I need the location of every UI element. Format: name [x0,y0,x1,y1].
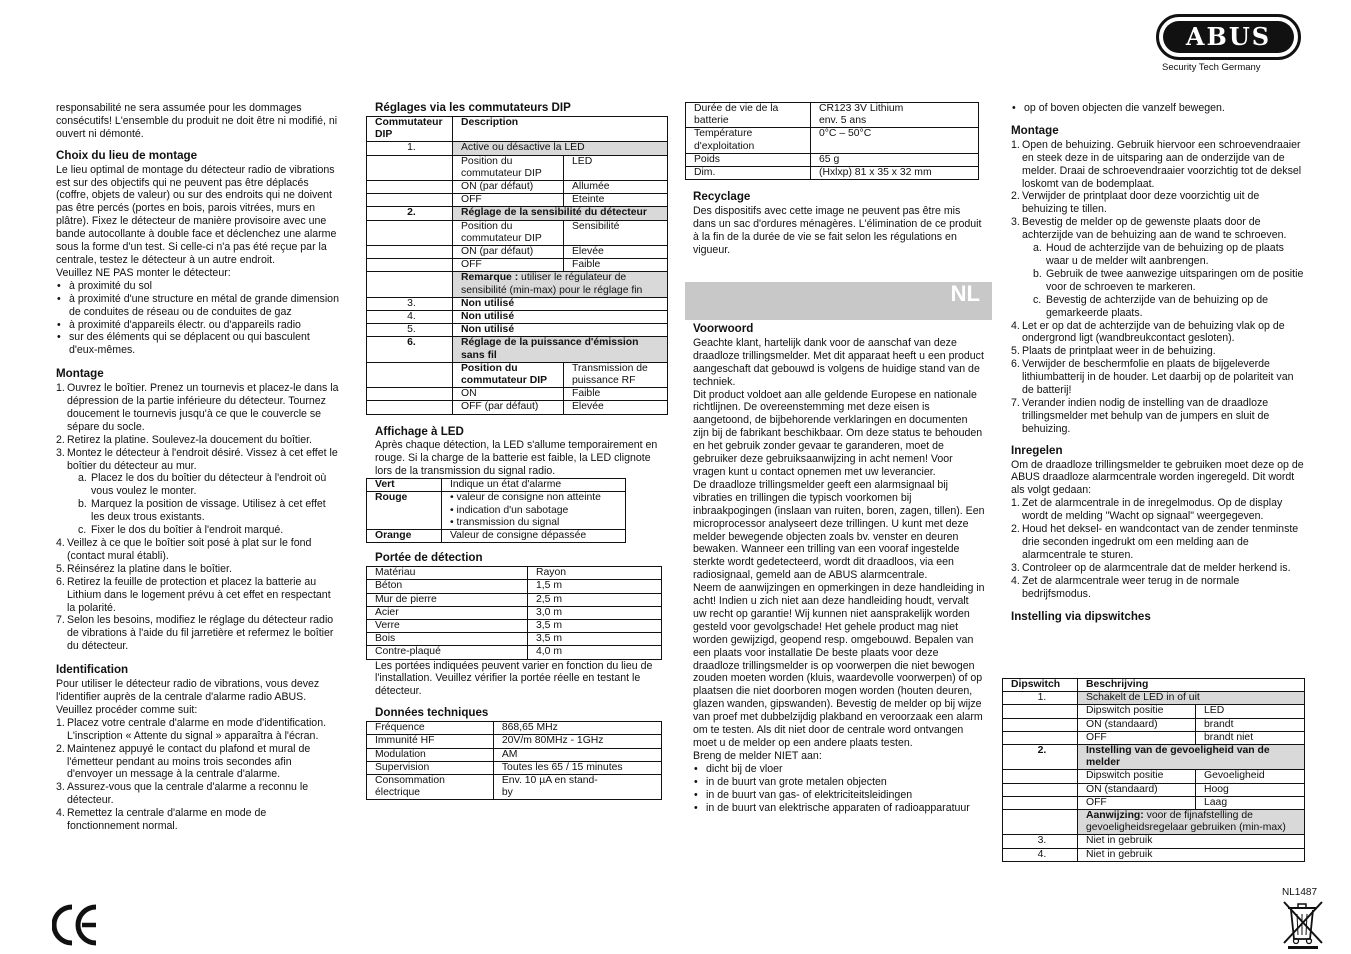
table-cell: 4. [1003,848,1078,861]
abus-logo [1156,14,1301,60]
language-label: NL [950,281,980,306]
table-cell: Mur de pierre [367,593,528,606]
list-item: a. Placez le dos du boîtier du détecteur à l'endroit où vous voulez le monter. [78,472,327,498]
table-cell: Consommation électrique [367,774,494,799]
list-item: 2. Houd het deksel- en wandcontact van de zender tenminste drie seconden ingedrukt om een melding aan de alarmcentrale te sturen. [1011,523,1299,561]
table-cell: Dim. [686,167,811,180]
table-cell: Laag [1196,796,1305,809]
table-cell: 3. [367,297,453,310]
montage-nl-steps [1011,139,1305,436]
dipswitch-table-wrap [1002,678,1305,862]
column-1 [56,102,340,833]
list-item: b. Gebruik de twee aanwezige uitsparingen om de positie voor de schroeven te markeren. [1033,267,1304,293]
table-cell: OFF (par défaut) [453,401,564,414]
table-cell: Non utilisé [453,324,668,337]
table-cell: 3. [1003,835,1078,848]
voorwoord-heading: Voorwoord [693,322,754,335]
table-cell: Verre [367,619,528,632]
table-cell: Fréquence [367,722,494,735]
table-cell: Température d'exploitation [686,128,811,153]
table-cell: Position du commutateur DIP [453,362,564,387]
table-cell: Faible [564,388,668,401]
table-cell: OFF [1078,796,1196,809]
table-cell: Instelling van de gevoeligheid van de melder [1078,745,1305,770]
table-cell: ON [453,388,564,401]
portee-heading: Portée de détection [375,551,483,565]
table-cell: Indique un état d'alarme [442,479,626,492]
led-heading: Affichage à LED [375,424,464,438]
table-cell: Position du commutateur DIP [453,220,564,245]
table-header: Beschrijving [1078,679,1305,692]
table-cell: Niet in gebruik [1078,835,1305,848]
table-cell: Hoog [1196,783,1305,796]
identification-text: Pour utiliser le détecteur radio de vibrations, vous devez l'identifier auprès de la centrale d'alarme radio ABUS. Veuillez procéder comme suit: [56,678,320,716]
table-cell: LED [1196,705,1305,718]
table-cell: Bois [367,633,528,646]
tech-heading: Données techniques [375,706,489,720]
breng-text: Breng de melder NIET aan: [693,749,822,762]
table-cell: 6. [367,337,453,362]
list-item: • in de buurt van gas- of elektriciteitsleidingen [693,789,985,802]
table-cell: 20V/m 80MHz - 1GHz [493,735,661,748]
dipswitch-table [1002,678,1305,862]
list-item: 3. Assurez-vous que la centrale d'alarme a reconnu le détecteur. [56,781,309,807]
list-item: 6. Retirez la feuille de protection et placez la batterie au Lithium dans le logement prévu à cet effet en respectant la polarité. [56,575,331,614]
brand-tagline: Security Tech Germany [1162,62,1261,73]
list-item: 5. Plaats de printplaat weer in de behuizing. [1011,345,1216,358]
table-cell: Matériau [367,567,528,580]
table-cell: Eteinte [564,194,668,207]
table-cell: Dipswitch positie [1078,705,1196,718]
abus-logo-text: ABUS [1163,21,1294,53]
voorwoord-p1: Geachte klant, hartelijk dank voor de aanschaf van deze draadloze trillingsmelder. Met dit apparaat heeft u een product aangeschaft dat gebouwd is volgens de huidige stand van de techniek. [693,336,984,388]
table-cell: AM [493,748,661,761]
tech-table-continued [685,102,979,180]
table-cell: 2. [1003,745,1078,770]
table-cell: Position du commutateur DIP [453,155,564,180]
list-item: 2. Verwijder de printplaat door deze voorzichtig uit de behuizing te tillen. [1011,190,1260,216]
list-item: 3. Bevestig de melder op de gewenste plaats door de achterzijde van de behuizing aan de wand te schroeven. a. Houd de achterzijde van de behuizing op de plaats waar u de melder wilt aanbrengen. b. Gebruik de twee aanwezige uitsparingen om de positie voor de schroeven te markeren. c. Bevestig de achterzijde van de behuizing op de gemarkeerde plaats. [1011,216,1304,319]
table-cell: OFF [1078,731,1196,744]
table-cell: ON (standaard) [1078,783,1196,796]
list-item: 2. Maintenez appuyé le contact du plafond et mural de l'émetteur pendant au moins trois secondes afin d'envoyer un message à la centrale d'alarme. [56,742,311,781]
dip-heading: Réglages via les commutateurs DIP [375,101,571,114]
table-cell: Poids [686,153,811,166]
identification-heading: Identification [56,663,129,677]
table-cell: 3,5 m [528,619,662,632]
recyclage-heading: Recyclage [693,190,751,204]
table-cell: Gevoeligheid [1196,770,1305,783]
table-cell: Orange [367,530,442,543]
column-3-nl [693,321,985,814]
tech-table [366,721,662,800]
inregelen-text: Om de draadloze trillingsmelder te gebruiken moet deze op de ABUS draadloze alarmcentrale worden ingeregeld. Dit wordt als volgt gedaan: [1011,458,1304,497]
choix-text: Le lieu optimal de montage du détecteur radio de vibrations est sur des objectifs qui ne peuvent pas être déplacés (coffre, objets de valeur) ou sur des endroits qui ne doivent pas être percés (portes en bois, parois vitrées, murs en plâtre). Fixez le détecteur de manière provisoire avec une bande autocollante à double face et déclenchez une alarme sous la forme d'un test. Si celle-ci n'a pas été reçue par la centrale, testez le détecteur à un autre endroit. [56,163,337,266]
table-cell: OFF [453,194,564,207]
inregelen-steps [1011,497,1305,600]
table-cell: CR123 3V Lithium env. 5 ans [811,103,979,128]
montage-heading: Montage [56,367,104,381]
led-text: Après chaque détection, la LED s'allume temporairement en rouge. Si la charge de la batterie est faible, la LED clignote lors de la transmission du signal radio. [375,439,658,478]
table-cell: Sensibilité [564,220,668,245]
table-cell: Non utilisé [453,297,668,310]
document-code: NL1487 [1282,887,1318,898]
ce-mark-icon [52,903,100,947]
list-item: • sur des éléments qui se déplacent ou qui basculent d'eux-mêmes. [56,331,340,357]
table-cell: 4. [367,310,453,323]
list-item: c. Fixer le dos du boîtier à l'endroit marqué. [78,524,284,537]
list-item: 4. Veillez à ce que le boîtier soit posé à plat sur le fond (contact mural établi). [56,537,312,562]
voorwoord-p4: Neem de aanwijzingen en opmerkingen in deze handleiding in acht! Indien u zich niet aan deze handleiding houdt, vervalt uw recht op garantie! Wij kunnen niet aansprakelijk worden gesteld voor gevolgschade! Het gehele product mag niet worden gewijzigd, geopend resp. omgebouwd. Bepalen van een plaats voor installatie De beste plaats voor deze draadloze trillingsmelder is op voorwerpen die niet bewogen zouden moeten worden (kluis, waardevolle voorwerpen) of op plaatsen die niet doorboren mogen worden (houten deuren, glazen wanden, gipswanden). Bevestig de melder op bij wijze van proef met dubbelzijdig plakband en veroorzaak een alarm om te testen. Als dit niet door de centrale word ontvangen moet u de melder op een andere plaats testen. [693,582,985,749]
table-cell: brandt [1196,718,1305,731]
table-cell: • valeur de consigne non atteinte • indication d'un sabotage • transmission du signal [442,492,626,530]
table-header: Description [453,116,668,141]
table-cell: Toutes les 65 / 15 minutes [493,761,661,774]
table-cell: Réglage de la puissance d'émission sans fil [453,337,668,362]
list-item: • à proximité du sol [56,280,340,293]
column-2 [366,102,668,800]
table-cell: 868,65 MHz [493,722,661,735]
choix-heading: Choix du lieu de montage [56,148,198,162]
table-cell: 1,5 m [528,580,662,593]
table-cell: 0°C – 50°C [811,128,979,153]
table-cell: Elevée [564,245,668,258]
list-item: • op of boven objecten die vanzelf bewegen. [1011,102,1305,115]
list-item: 1. Zet de alarmcentrale in de inregelmodus. Op de display wordt de melding "Wacht op signaal" weergegeven. [1011,497,1283,523]
list-item: 1. Placez votre centrale d'alarme en mode d'identification. L'inscription « Attente du signal » apparaîtra à l'écran. [56,716,327,742]
list-item: 3. Montez le détecteur à l'endroit désiré. Vissez à cet effet le boîtier du détecteur au mur. a. Placez le dos du boîtier du détecteur à l'endroit où vous voulez le monter. b. Marquez la position de vissage. Utilisez à cet effet les deux trous existants. c. Fixer le dos du boîtier à l'endroit marqué. [56,447,340,537]
table-cell: Contre-plaqué [367,646,528,659]
table-cell: 3,0 m [528,606,662,619]
list-item: 6. Verwijder de beschermfolie en plaats de bijgeleverde lithiumbatterij in de houder. Let daarbij op de polariteit van de batterij! [1011,358,1294,397]
list-item: 3. Controleer op de alarmcentrale dat de melder herkend is. [1011,561,1291,574]
table-cell: 1. [367,142,453,155]
table-header: Dipswitch [1003,679,1078,692]
list-item: • dicht bij de vloer [693,763,985,776]
bullet-continued [1011,102,1305,115]
table-cell: 5. [367,324,453,337]
breng-list [693,763,985,815]
table-cell: Rayon [528,567,662,580]
list-item: 7. Selon les besoins, modifiez le réglage du détecteur radio de vibrations à l'aide du fil jarretière et refermez le boîtier du détecteur. [56,614,334,653]
table-cell: Non utilisé [453,310,668,323]
montage-nl-heading: Montage [1011,123,1059,137]
table-cell: Env. 10 µA en stand-by [493,774,661,799]
table-cell: 65 g [811,153,979,166]
table-cell: LED [564,155,668,180]
table-cell: Elevée [564,401,668,414]
recyclage-text: Des dispositifs avec cette image ne peuvent pas être mis dans un sac d'ordures ménagères. L'élimination de ce produit à la fin de la durée de vie se fait selon les régulations en vigueur. [693,205,982,256]
intro-text: responsabilité ne sera assumée pour les dommages consécutifs! L'ensemble du produit ne doit être ni modifié, ni ouvert ni démonté. [56,102,338,140]
table-cell: Valeur de consigne dépassée [442,530,626,543]
list-item: • à proximité d'une structure en métal de grande dimension de conduites de réseau ou de conduites de gaz [56,293,340,319]
inregelen-heading: Inregelen [1011,443,1063,457]
list-item: • in de buurt van grote metalen objecten [693,776,985,789]
portee-table [366,566,662,659]
table-cell: (Hxlxp) 81 x 35 x 32 mm [811,167,979,180]
list-item: 2. Retirez la platine. Soulevez-la doucement du boîtier. [56,433,312,446]
table-cell: 2,5 m [528,593,662,606]
table-cell: Schakelt de LED in of uit [1078,692,1305,705]
column-3 [685,102,985,257]
montage-steps [56,382,340,653]
identification-steps [56,717,340,833]
dip-table [366,116,668,415]
portee-note: Les portées indiquées peuvent varier en fonction du lieu de l'installation. Veuillez vérifier la portée réelle en testant le détecteur. [375,659,653,698]
table-cell: brandt niet [1196,731,1305,744]
table-header: Commutateur DIP [367,116,453,141]
table-cell: Durée de vie de la batterie [686,103,811,128]
list-item: 4. Remettez la centrale d'alarme en mode de fonctionnement normal. [56,807,267,833]
table-cell: Active ou désactive la LED [453,142,668,155]
table-cell: 4,0 m [528,646,662,659]
table-cell: Rouge [367,492,442,530]
table-cell: ON (standaard) [1078,718,1196,731]
table-cell: 3,5 m [528,633,662,646]
table-cell: Allumée [564,180,668,193]
column-4 [1011,102,1305,624]
list-item: 4. Zet de alarmcentrale weer terug in de normale bedrijfsmodus. [1011,574,1240,600]
dipswitch-heading: Instelling via dipswitches [1011,609,1151,623]
list-item: a. Houd de achterzijde van de behuizing op de plaats waar u de melder wilt aanbrengen. [1033,242,1284,267]
table-cell: Niet in gebruik [1078,848,1305,861]
table-cell: Aanwijzing: voor de fijnafstelling de gevoeligheidsregelaar gebruiken (min-max) [1078,810,1305,835]
list-item: c. Bevestig de achterzijde van de behuizing op de gemarkeerde plaats. [1033,293,1269,319]
weee-bin-icon [1280,899,1326,949]
list-item: • à proximité d'appareils électr. ou d'appareils radio [56,319,340,332]
table-cell: 1. [1003,692,1078,705]
table-cell: 2. [367,207,453,220]
table-cell: Dipswitch positie [1078,770,1196,783]
table-cell: ON (par défaut) [453,245,564,258]
table-cell: Acier [367,606,528,619]
list-item: 5. Réinsérez la platine dans le boîtier. [56,562,232,575]
ne-pas-list [56,280,340,357]
list-item: 1. Open de behuizing. Gebruik hiervoor een schroevendraaier en steek deze in de uitsparing aan de onderzijde van de melder. Draai de schroevendraaier voorzichtig tot de deksel loskomt van de bodemplaat. [1011,138,1302,190]
table-cell: Remarque : utiliser le régulateur de sensibilité (min-max) pour le réglage fin [453,272,668,297]
list-item: b. Marquez la position de vissage. Utilisez à cet effet les deux trous existants. [78,498,326,524]
table-cell: Béton [367,580,528,593]
table-cell: Transmission de puissance RF [564,362,668,387]
table-cell: Faible [564,259,668,272]
table-cell: Supervision [367,761,494,774]
list-item: 7. Verander indien nodig de instelling van de draadloze trillingsmelder met behulp van de jumpers en sluit de behuizing. [1011,396,1270,435]
voorwoord-p3: De draadloze trillingsmelder geeft een alarmsignaal bij vibraties en trillingen die typisch voorkomen bij inbraakpogingen (inslaan van ruiten, boren, zagen, tillen). Een microprocessor analyseert deze trillingen. U kunt met deze melder bewegende objecten zoals bv. venster en deuren bewaken. Wanneer een trilling van een vooraf ingestelde sterkte wordt gedetecteerd, wordt dit draadloos, via een radiosignaal, gemeld aan de ABUS alarmcentrale. [693,478,985,582]
table-cell: OFF [453,259,564,272]
list-item: 1. Ouvrez le boîtier. Prenez un tournevis et placez-le dans la dépression de la partie inférieure du détecteur. Tournez doucement le tournevis jusqu'à ce que le couvercle se sépare du socle. [56,382,339,433]
table-cell: Réglage de la sensibilité du détecteur [453,207,668,220]
table-cell: Immunité HF [367,735,494,748]
language-bar-nl [685,282,992,320]
ne-pas-text: Veuillez NE PAS monter le détecteur: [56,266,231,279]
list-item: 4. Let er op dat de achterzijde van de behuizing vlak op de ondergrond ligt (wandbreukcontact gesloten). [1011,319,1285,345]
list-item: • in de buurt van elektrische apparaten of radioapparatuur [693,802,985,815]
table-cell: Modulation [367,748,494,761]
table-cell: ON (par défaut) [453,180,564,193]
table-cell: Vert [367,479,442,492]
voorwoord-p2: Dit product voldoet aan alle geldende Europese en nationale richtlijnen. De overeenstemming met deze eisen is aangetoond, de bijbehorende verklaringen en documenten zijn bij de fabrikant beschikbaar. Om deze status te behouden en het gebruik zonder gevaar te garanderen, moet de gebruiker deze gebruiksaanwijzing in acht nemen! Voor vragen kunt u contact opnemen met uw leverancier. [693,388,983,478]
led-table [366,478,626,543]
